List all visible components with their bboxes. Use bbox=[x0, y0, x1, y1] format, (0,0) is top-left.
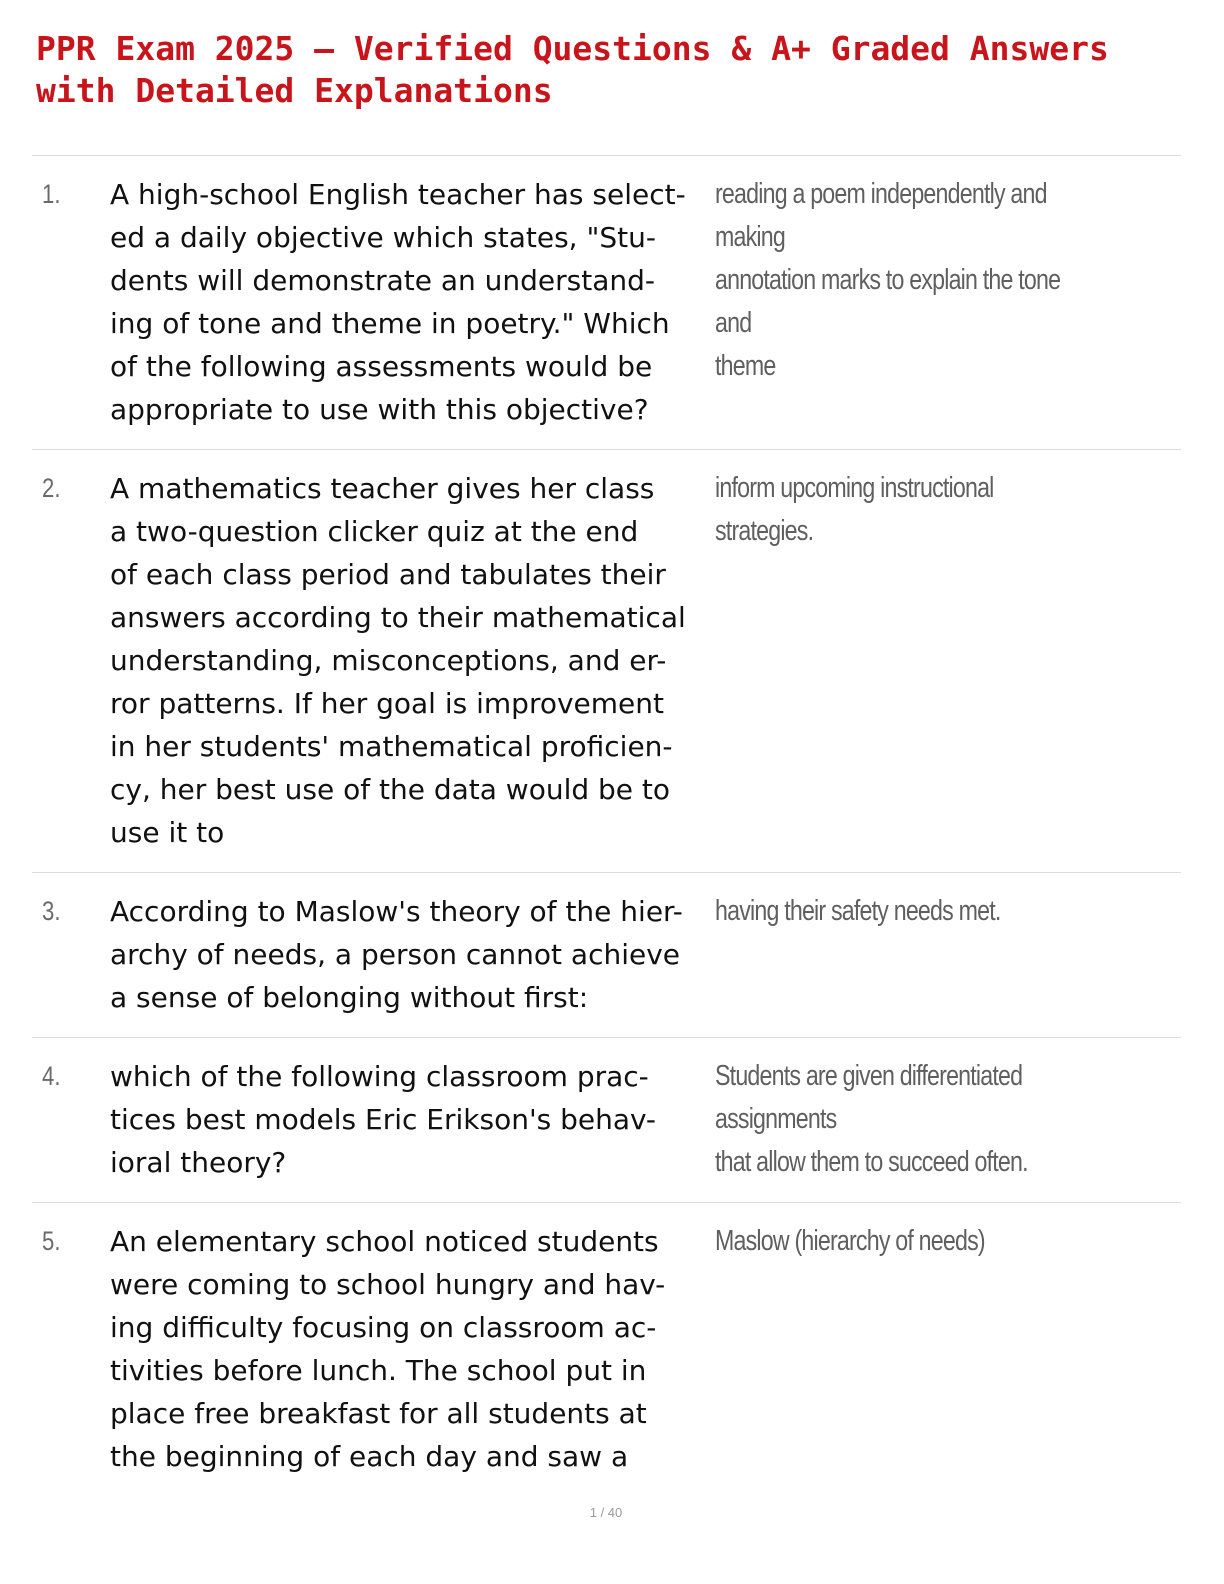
question-number: 5. bbox=[42, 1226, 61, 1256]
qa-list bbox=[32, 155, 1181, 1496]
question-number: 4. bbox=[42, 1061, 61, 1091]
question-text: A high-school English teacher has select- ed a daily objective which states, "Stu- dents will demonstrate an understand- ing of tone and theme in poetry." Which of the following assessments would be appropriate to use with this objective? bbox=[110, 178, 686, 426]
question-text: which of the following classroom prac- tices best models Eric Erikson's behav- ioral theory? bbox=[110, 1060, 656, 1179]
answer-text: Maslow (hierarchy of needs) bbox=[715, 1225, 985, 1257]
answer-text: Students are given differentiated assignments that allow them to succeed often. bbox=[715, 1060, 1028, 1178]
qa-item bbox=[32, 1038, 1181, 1203]
qa-item bbox=[32, 156, 1181, 450]
page-indicator: 1 / 40 bbox=[589, 1505, 623, 1520]
question-number: 1. bbox=[42, 179, 61, 209]
qa-item bbox=[32, 450, 1181, 873]
question-text: A mathematics teacher gives her class a two-question clicker quiz at the end of each class period and tabulates their answers according to their mathematical understanding, misconceptions, and er- ror patterns. If her goal is improvement in her students' mathematical proficien- cy, her best use of the data would be to use it to bbox=[110, 472, 686, 849]
page-title: PPR Exam 2025 – Verified Questions & A+ Graded Answers with Detailed Explanations bbox=[36, 29, 1109, 110]
qa-item bbox=[32, 873, 1181, 1038]
answer-text: having their safety needs met. bbox=[715, 895, 1001, 927]
question-number: 3. bbox=[42, 896, 61, 926]
question-number: 2. bbox=[42, 473, 61, 503]
qa-item bbox=[32, 1203, 1181, 1496]
answer-text: reading a poem independently and making annotation marks to explain the tone and theme bbox=[715, 178, 1061, 382]
question-text: An elementary school noticed students were coming to school hungry and hav- ing difficulty focusing on classroom ac- tivities before lunch. The school put in place free breakfast for all students at the beginning of each day and saw a bbox=[110, 1225, 666, 1473]
answer-text: inform upcoming instructional strategies. bbox=[715, 472, 994, 547]
question-text: According to Maslow's theory of the hier- archy of needs, a person cannot achieve a sense of belonging without first: bbox=[110, 895, 683, 1014]
